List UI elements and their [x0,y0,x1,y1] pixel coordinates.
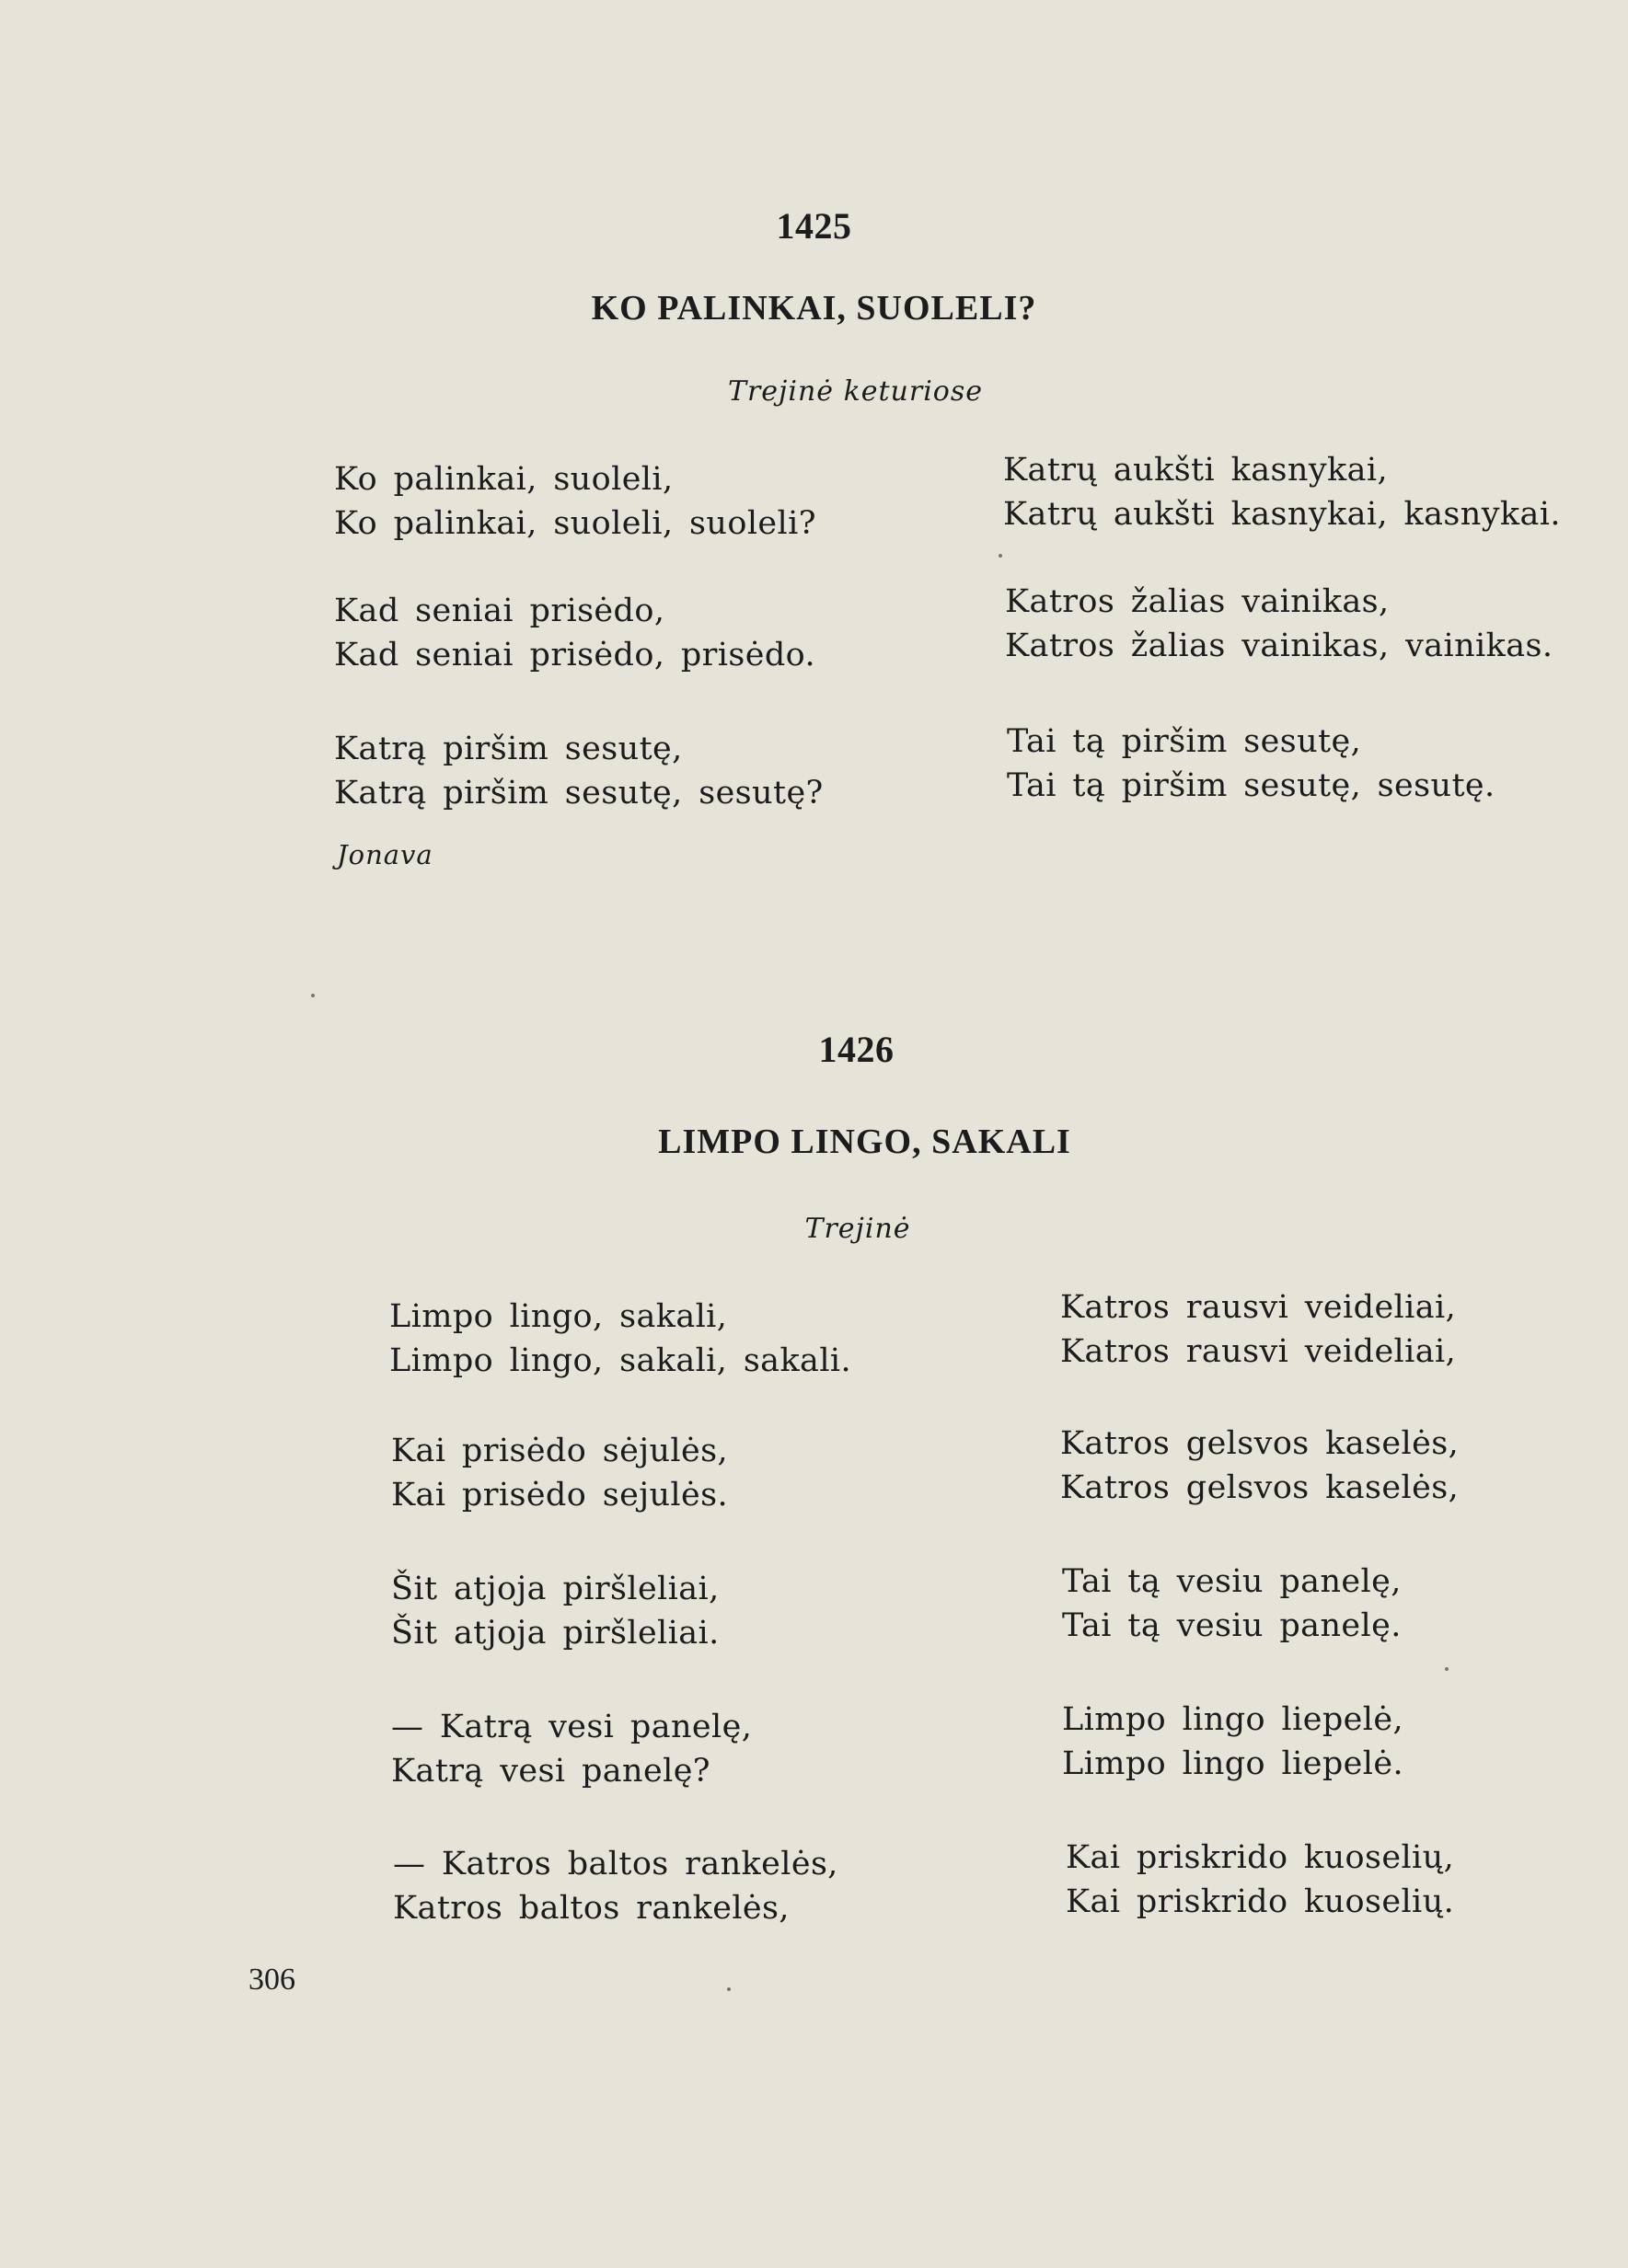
verse-line: Tai tą piršim sesutę, sesutę. [1007,767,1495,804]
verse-line: — Katrą vesi panelę, [391,1709,753,1745]
verse-line: Katros gelsvos kaselės, [1060,1469,1460,1506]
song-genre: Trejinė keturiose [727,375,984,408]
stanza [391,1705,752,1793]
verse-line: Limpo lingo, sakali, [389,1298,728,1335]
stanza [334,589,815,677]
verse-line: Katrą piršim sesutę, [334,731,683,767]
stanza [1062,1560,1402,1648]
verse-line: — Katros baltos rankelės, [393,1846,838,1882]
stanza [1005,580,1553,668]
song-number: 1425 [776,205,852,247]
verse-line: Kad seniai prisėdo, prisėdo. [334,637,816,673]
verse-line: Kai prisėdo sėjulės, [391,1433,729,1469]
stanza [1062,1698,1403,1786]
verse-line: Katrą piršim sesutę, sesutę? [334,775,824,812]
page-number: 306 [248,1963,295,1997]
stanza [334,457,816,546]
song-number: 1426 [818,1029,895,1070]
scan-speck [1445,1667,1449,1671]
stanza [389,1295,851,1383]
verse-line: Limpo lingo, sakali, sakali. [389,1342,852,1379]
verse-line: Limpo lingo liepelė, [1062,1701,1404,1738]
verse-line: Katrų aukšti kasnykai, kasnykai. [1003,496,1561,533]
verse-line: Limpo lingo liepelė. [1062,1745,1404,1782]
verse-line: Katrą vesi panelę? [391,1753,710,1790]
recording-place: Jonava [337,839,433,870]
verse-line: Šit atjoja piršleliai, [391,1571,720,1607]
scan-speck [727,1987,731,1991]
scan-speck [999,554,1002,558]
verse-line: Katros gelsvos kaselės, [1060,1425,1460,1462]
stanza [1060,1285,1456,1374]
stanza [391,1429,728,1517]
stanza [1007,720,1495,808]
verse-line: Ko palinkai, suoleli, suoleli? [334,505,816,542]
stanza [391,1567,720,1655]
verse-line: Katrų aukšti kasnykai, [1003,452,1388,489]
verse-line: Ko palinkai, suoleli, [334,461,674,498]
verse-line: Kai priskrido kuoselių, [1066,1839,1455,1876]
stanza [334,727,824,815]
stanza [1060,1422,1459,1510]
stanza [393,1842,838,1930]
verse-line: Katros baltos rankelės, [393,1890,790,1927]
verse-line: Katros rausvi veideliai, [1060,1333,1457,1370]
scan-speck [311,994,315,997]
verse-line: Katros žalias vainikas, [1005,583,1390,620]
verse-line: Šit atjoja piršleliai. [391,1615,720,1652]
stanza [1066,1836,1454,1924]
verse-line: Kad seniai prisėdo, [334,593,665,629]
verse-line: Tai tą vesiu panelę, [1062,1563,1402,1600]
verse-line: Tai tą vesiu panelę. [1062,1607,1402,1644]
verse-line: Katros rausvi veideliai, [1060,1289,1457,1326]
stanza [1003,448,1561,536]
song-genre: Trejinė [804,1213,911,1245]
verse-line: Tai tą piršim sesutę, [1007,723,1362,760]
song-title: KO PALINKAI, SUOLELI? [591,289,1037,328]
verse-line: Katros žalias vainikas, vainikas. [1005,627,1553,664]
song-title: LIMPO LINGO, SAKALI [658,1122,1071,1161]
verse-line: Kai prisėdo sejulės. [391,1477,729,1514]
verse-line: Kai priskrido kuoselių. [1066,1883,1455,1920]
